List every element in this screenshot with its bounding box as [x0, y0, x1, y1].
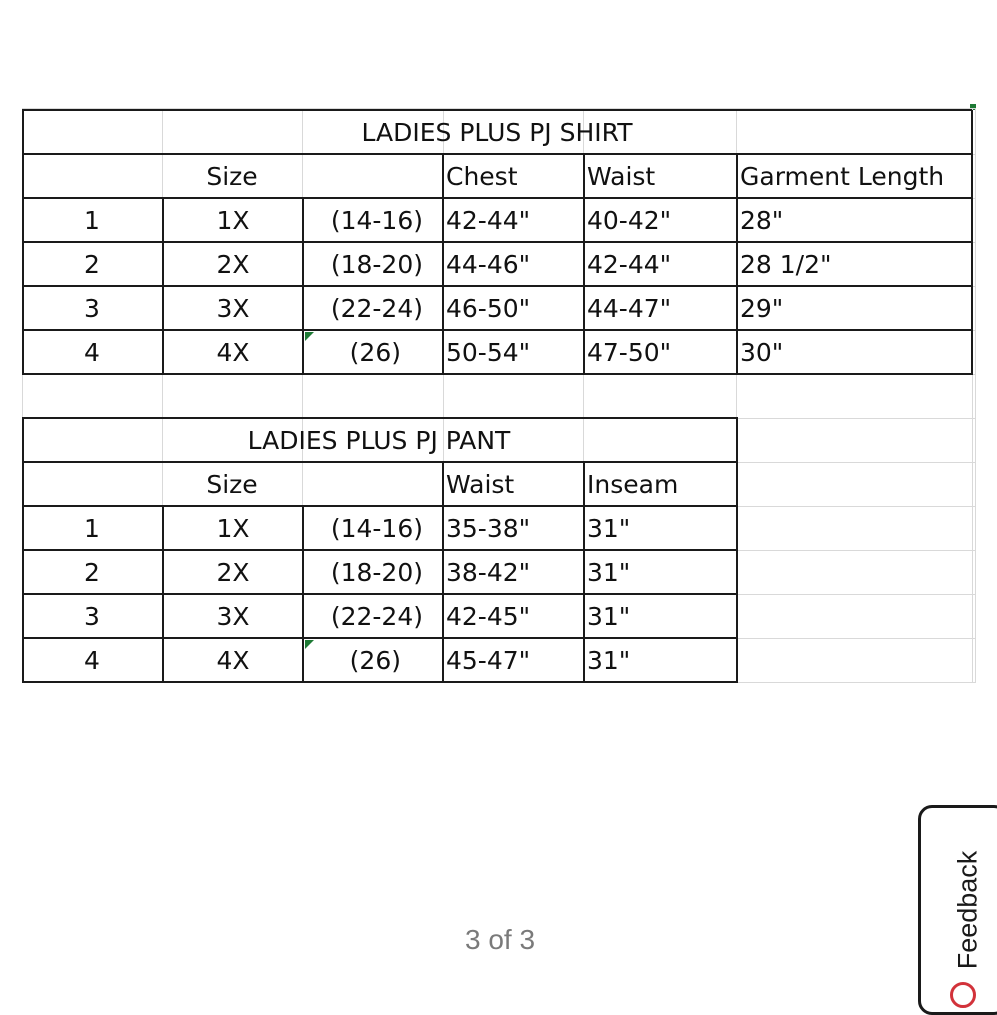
- shirt-row-number: 4: [84, 337, 100, 367]
- pant-row-waist: 45-47": [446, 645, 531, 675]
- shirt-row-waist: 47-50": [587, 337, 672, 367]
- pant-row-inseam: 31": [587, 557, 631, 587]
- feedback-circle-icon[interactable]: [950, 982, 976, 1008]
- shirt-row-size: 4X: [216, 337, 250, 367]
- pant-row-size: 2X: [216, 557, 250, 587]
- pant-row-range: (22-24): [330, 601, 423, 631]
- pant-row-number: 2: [84, 557, 100, 587]
- shirt-row-waist: 44-47": [587, 293, 672, 323]
- shirt-header-chest: Chest: [446, 161, 518, 191]
- pant-row-inseam: 31": [587, 513, 631, 543]
- shirt-row-chest: 42-44": [446, 205, 531, 235]
- pant-row-number: 4: [84, 645, 100, 675]
- pant-row-number: 3: [84, 601, 100, 631]
- pant-row-waist: 38-42": [446, 557, 531, 587]
- shirt-row-size: 3X: [216, 293, 250, 323]
- shirt-row-waist: 40-42": [587, 205, 672, 235]
- table-border: [736, 418, 738, 683]
- pant-row-range: (18-20): [330, 557, 423, 587]
- pant-row-waist: 42-45": [446, 601, 531, 631]
- shirt-row-range: (22-24): [330, 293, 423, 323]
- shirt-row-number: 2: [84, 249, 100, 279]
- shirt-row-waist: 42-44": [587, 249, 672, 279]
- shirt-row-number: 1: [84, 205, 100, 235]
- shirt-row-length: 28": [740, 205, 784, 235]
- shirt-header-size: Size: [206, 161, 258, 191]
- shirt-row-range: (18-20): [330, 249, 423, 279]
- shirt-row-range: (26): [349, 337, 401, 367]
- shirt-row-size: 1X: [216, 205, 250, 235]
- pant-row-number: 1: [84, 513, 100, 543]
- shirt-row-size: 2X: [216, 249, 250, 279]
- pant-header-waist: Waist: [446, 469, 515, 499]
- shirt-row-number: 3: [84, 293, 100, 323]
- pant-row-waist: 35-38": [446, 513, 531, 543]
- shirt-row-length: 30": [740, 337, 784, 367]
- pant-row-size: 1X: [216, 513, 250, 543]
- feedback-label[interactable]: Feedback: [952, 850, 983, 970]
- pant-row-range: (14-16): [330, 513, 423, 543]
- pant-header-inseam: Inseam: [587, 469, 679, 499]
- shirt-row-chest: 44-46": [446, 249, 531, 279]
- shirt-header-garment-length: Garment Length: [740, 161, 945, 191]
- pant-row-inseam: 31": [587, 645, 631, 675]
- shirt-row-range: (14-16): [330, 205, 423, 235]
- shirt-row-chest: 50-54": [446, 337, 531, 367]
- shirt-header-waist: Waist: [587, 161, 656, 191]
- pant-header-size: Size: [206, 469, 258, 499]
- shirt-row-length: 28 1/2": [740, 249, 832, 279]
- shirt-table-title: LADIES PLUS PJ SHIRT: [361, 117, 633, 147]
- gridline: [975, 108, 976, 682]
- pant-row-size: 4X: [216, 645, 250, 675]
- pant-table-title: LADIES PLUS PJ PANT: [247, 425, 511, 455]
- pant-row-size: 3X: [216, 601, 250, 631]
- pant-row-range: (26): [349, 645, 401, 675]
- shirt-row-chest: 46-50": [446, 293, 531, 323]
- shirt-row-length: 29": [740, 293, 784, 323]
- pant-row-inseam: 31": [587, 601, 631, 631]
- page-indicator: 3 of 3: [464, 924, 536, 955]
